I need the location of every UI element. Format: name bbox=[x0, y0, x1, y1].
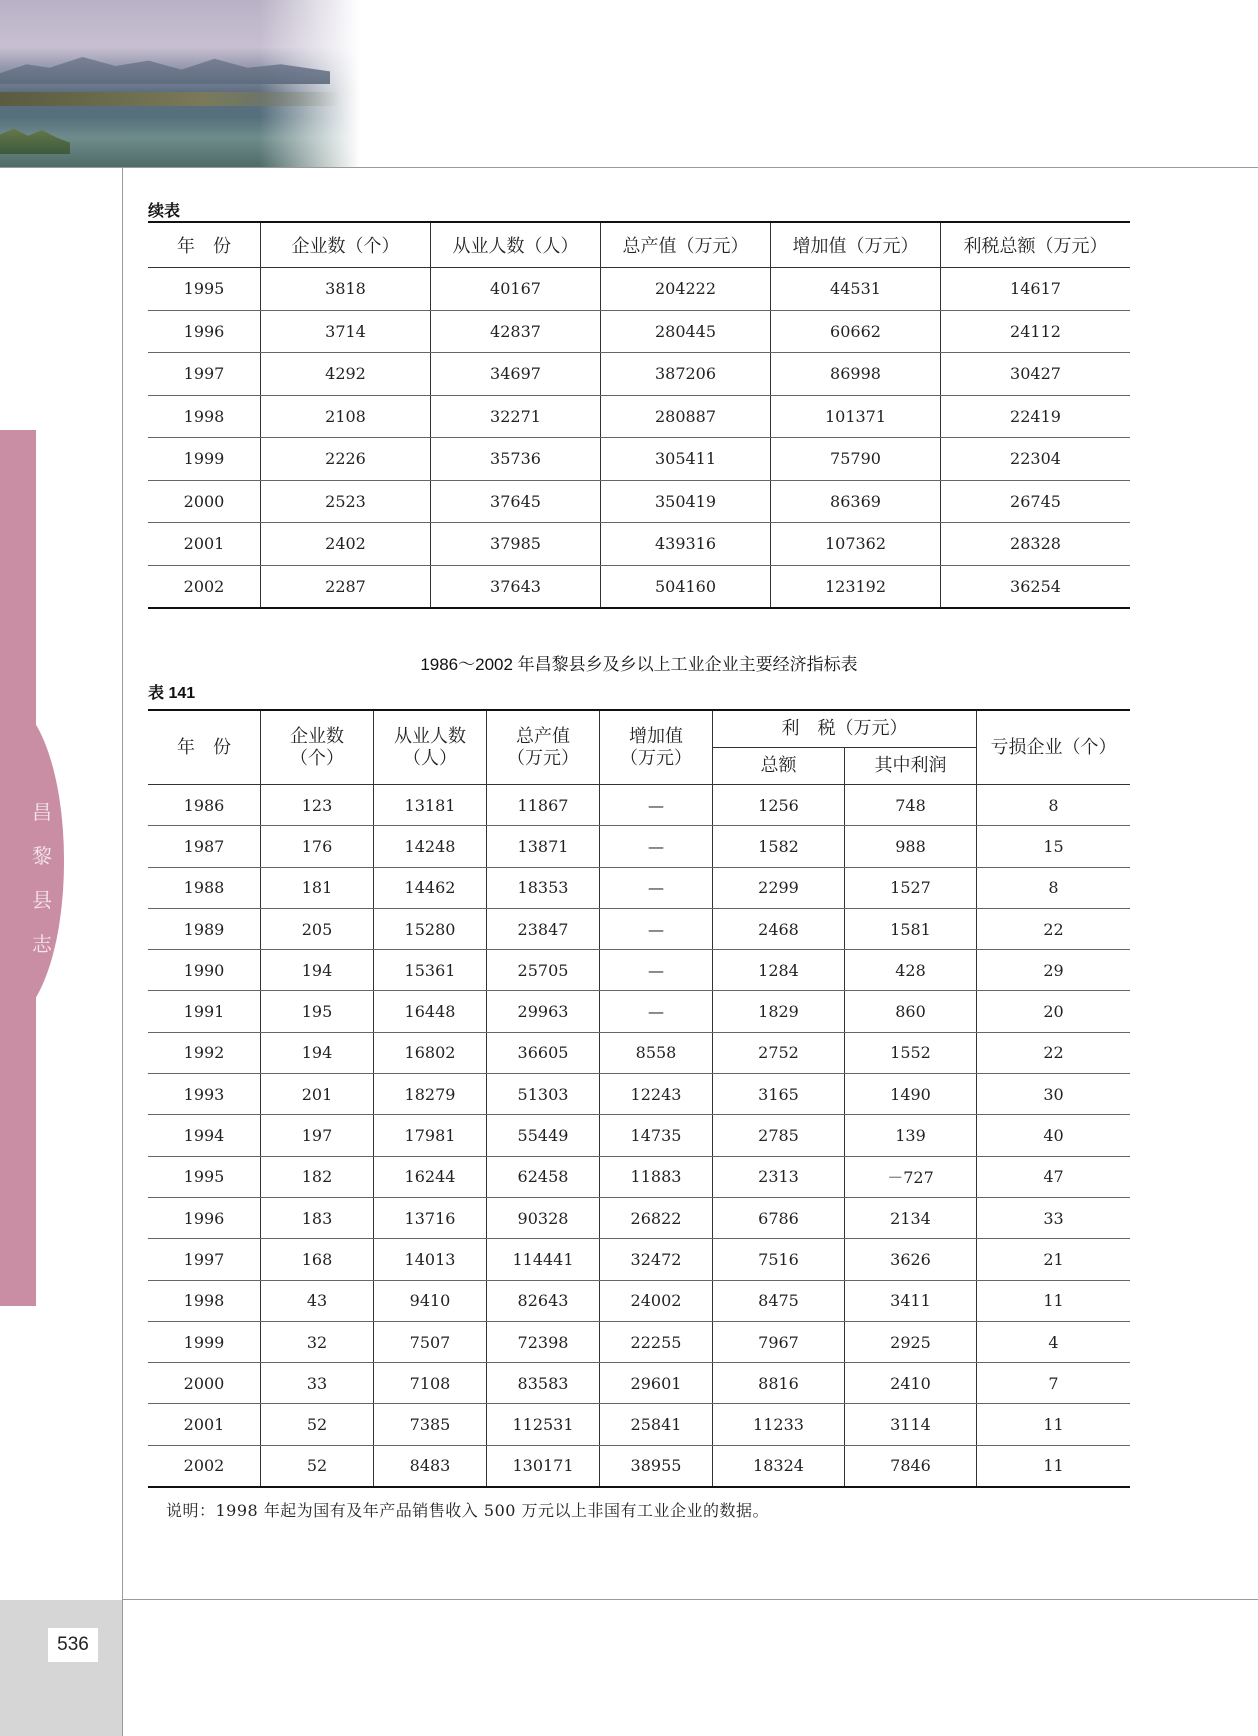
table-cell: 18353 bbox=[487, 867, 600, 908]
table-cell: 16244 bbox=[374, 1156, 487, 1197]
col-header-enterprises bbox=[261, 710, 374, 785]
table-row bbox=[148, 353, 1130, 396]
footer-rule bbox=[122, 1599, 1258, 1600]
table-cell: 1996 bbox=[148, 310, 261, 353]
table-cell: 24002 bbox=[600, 1280, 713, 1321]
table-cell: 8483 bbox=[374, 1445, 487, 1487]
table-cell: 26745 bbox=[941, 480, 1131, 523]
page-number: 536 bbox=[48, 1628, 98, 1662]
table-row bbox=[148, 1074, 1130, 1115]
table-cell: 8816 bbox=[713, 1363, 845, 1404]
table-cell: 1999 bbox=[148, 1321, 261, 1362]
table-cell: 204222 bbox=[601, 268, 771, 311]
table-row bbox=[148, 438, 1130, 481]
table-cell: 1999 bbox=[148, 438, 261, 481]
table-cell: 1995 bbox=[148, 1156, 261, 1197]
table-cell: 181 bbox=[261, 867, 374, 908]
continued-label: 续表 bbox=[148, 203, 181, 220]
header-rule bbox=[0, 167, 1258, 168]
table-header-row bbox=[148, 222, 1130, 268]
table-cell: 14248 bbox=[374, 826, 487, 867]
table-cell: －727 bbox=[845, 1156, 977, 1197]
table-cell: 1995 bbox=[148, 268, 261, 311]
table-cell: 168 bbox=[261, 1239, 374, 1280]
col-header-output: 总产值（万元） bbox=[601, 222, 771, 268]
table-cell: — bbox=[600, 908, 713, 949]
table-row bbox=[148, 1115, 1130, 1156]
table-cell: 123 bbox=[261, 785, 374, 826]
table-cell: 9410 bbox=[374, 1280, 487, 1321]
continued-table bbox=[148, 221, 1130, 609]
header-text: 增加值（万元） bbox=[620, 725, 692, 769]
col-header-value-added: 增加值（万元） bbox=[771, 222, 941, 268]
col-header-loss-enterprises: 亏损企业（个） bbox=[977, 710, 1131, 785]
table-cell: 1986 bbox=[148, 785, 261, 826]
table-cell: 22 bbox=[977, 1032, 1131, 1073]
reeds-shape bbox=[0, 126, 70, 154]
table-cell: 32271 bbox=[431, 395, 601, 438]
table-row bbox=[148, 1321, 1130, 1362]
table-cell: 7108 bbox=[374, 1363, 487, 1404]
table-cell: 2002 bbox=[183, 1456, 225, 1476]
table-cell: 40 bbox=[977, 1115, 1131, 1156]
table-cell: 14462 bbox=[374, 867, 487, 908]
table-title: 1986～2002 年昌黎县乡及乡以上工业企业主要经济指标表 bbox=[420, 655, 858, 674]
table-cell: 1997 bbox=[148, 1239, 261, 1280]
table-cell: 37645 bbox=[431, 480, 601, 523]
table-cell: 30 bbox=[977, 1074, 1131, 1115]
table-cell: 21 bbox=[977, 1239, 1131, 1280]
table-cell: 11867 bbox=[487, 785, 600, 826]
header-landscape-photo bbox=[0, 0, 360, 168]
table-cell: 2785 bbox=[713, 1115, 845, 1156]
table-cell: 30427 bbox=[941, 353, 1131, 396]
table-cell: 3714 bbox=[261, 310, 431, 353]
table-cell: 86998 bbox=[771, 353, 941, 396]
table-cell: 7967 bbox=[713, 1321, 845, 1362]
table-cell: 22304 bbox=[941, 438, 1131, 481]
table-cell: 7385 bbox=[374, 1404, 487, 1445]
table-cell: 350419 bbox=[601, 480, 771, 523]
table-cell: 32472 bbox=[600, 1239, 713, 1280]
footer-block bbox=[0, 1600, 122, 1736]
table-cell: 1992 bbox=[148, 1032, 261, 1073]
table-cell: 11233 bbox=[713, 1404, 845, 1445]
table-row bbox=[148, 826, 1130, 867]
col-header-profit: 其中利润 bbox=[845, 748, 977, 785]
table-cell: 14013 bbox=[374, 1239, 487, 1280]
table-cell: 988 bbox=[845, 826, 977, 867]
side-tab-label bbox=[30, 790, 54, 966]
table-cell: — bbox=[600, 950, 713, 991]
table-header-row bbox=[148, 710, 1130, 748]
table-cell: 82643 bbox=[487, 1280, 600, 1321]
header-text: 总产值（万元） bbox=[507, 725, 579, 769]
table-cell: 1994 bbox=[148, 1115, 261, 1156]
table-cell: 34697 bbox=[431, 353, 601, 396]
table-cell: 504160 bbox=[601, 565, 771, 608]
table-cell: 22419 bbox=[941, 395, 1131, 438]
left-margin-rule bbox=[122, 168, 123, 1736]
table-cell: 3165 bbox=[713, 1074, 845, 1115]
table-cell: 2000 bbox=[148, 480, 261, 523]
table-cell: 2752 bbox=[713, 1032, 845, 1073]
table-cell: 14735 bbox=[600, 1115, 713, 1156]
table-cell: 37643 bbox=[431, 565, 601, 608]
table-number-label: 表 141 bbox=[148, 685, 196, 702]
table-row bbox=[148, 268, 1130, 311]
table-cell: 15 bbox=[977, 826, 1131, 867]
table-cell: 1991 bbox=[148, 991, 261, 1032]
table-row bbox=[148, 867, 1130, 908]
table-cell: 40167 bbox=[431, 268, 601, 311]
table-cell: 7516 bbox=[713, 1239, 845, 1280]
table-cell: 29963 bbox=[487, 991, 600, 1032]
col-header-value-added bbox=[600, 710, 713, 785]
table-cell: 4 bbox=[977, 1321, 1131, 1362]
table-cell: 52 bbox=[261, 1404, 374, 1445]
table-cell: 28328 bbox=[941, 523, 1131, 566]
table-cell: 2134 bbox=[845, 1197, 977, 1238]
col-header-profit-tax: 利税总额（万元） bbox=[941, 222, 1131, 268]
header-text: 企业数（个） bbox=[290, 725, 344, 769]
table-cell: 60662 bbox=[771, 310, 941, 353]
table-cell: 2925 bbox=[845, 1321, 977, 1362]
table-cell: 75790 bbox=[771, 438, 941, 481]
table-cell: 20 bbox=[977, 991, 1131, 1032]
table-cell: 3411 bbox=[845, 1280, 977, 1321]
table-cell: 182 bbox=[261, 1156, 374, 1197]
table-cell: 130171 bbox=[487, 1445, 600, 1487]
table-cell: 8475 bbox=[713, 1280, 845, 1321]
table-cell: 29 bbox=[977, 950, 1131, 991]
table-cell: 25841 bbox=[600, 1404, 713, 1445]
table-cell: 22255 bbox=[600, 1321, 713, 1362]
table-note: 说明：1998 年起为国有及年产品销售收入 500 万元以上非国有工业企业的数据。 bbox=[166, 1501, 770, 1520]
table-cell: 2001 bbox=[148, 523, 261, 566]
table-cell: 201 bbox=[261, 1074, 374, 1115]
table-cell: 2523 bbox=[261, 480, 431, 523]
side-tab-char: 黎 bbox=[32, 844, 52, 868]
table-cell: 101371 bbox=[771, 395, 941, 438]
table-cell: 35736 bbox=[431, 438, 601, 481]
table-cell: 2287 bbox=[261, 565, 431, 608]
table-row bbox=[148, 1239, 1130, 1280]
table-cell: 1996 bbox=[148, 1197, 261, 1238]
table-cell: — bbox=[600, 826, 713, 867]
table-cell: 83583 bbox=[487, 1363, 600, 1404]
table-cell: 24112 bbox=[941, 310, 1131, 353]
table-row bbox=[148, 1280, 1130, 1321]
table-cell: 2468 bbox=[713, 908, 845, 949]
table-cell: 176 bbox=[261, 826, 374, 867]
table-cell: 428 bbox=[845, 950, 977, 991]
table-cell: 14617 bbox=[941, 268, 1131, 311]
table-cell: 1998 bbox=[148, 395, 261, 438]
side-tab-char: 县 bbox=[32, 888, 52, 912]
col-header-enterprises: 企业数（个） bbox=[261, 222, 431, 268]
table-cell: 1256 bbox=[713, 785, 845, 826]
table-cell: 33 bbox=[261, 1363, 374, 1404]
table-row bbox=[148, 1445, 1130, 1487]
table-cell: 2410 bbox=[845, 1363, 977, 1404]
table-cell: 1988 bbox=[148, 867, 261, 908]
table-cell: 2402 bbox=[261, 523, 431, 566]
table-cell: 62458 bbox=[487, 1156, 600, 1197]
table-cell: 1993 bbox=[148, 1074, 261, 1115]
table-141 bbox=[148, 709, 1130, 1488]
table-row bbox=[148, 908, 1130, 949]
table-row bbox=[148, 1032, 1130, 1073]
table-cell: 11 bbox=[977, 1280, 1131, 1321]
table-cell: 38955 bbox=[600, 1445, 713, 1487]
table-cell: 72398 bbox=[487, 1321, 600, 1362]
side-tab-char: 昌 bbox=[32, 800, 52, 824]
col-header-output bbox=[487, 710, 600, 785]
table-cell: 194 bbox=[261, 1032, 374, 1073]
table-cell: 42837 bbox=[431, 310, 601, 353]
table-cell: 107362 bbox=[771, 523, 941, 566]
table-cell: 13716 bbox=[374, 1197, 487, 1238]
table-cell: 1582 bbox=[713, 826, 845, 867]
table-cell: 1552 bbox=[845, 1032, 977, 1073]
table-cell: 11 bbox=[977, 1404, 1131, 1445]
table-row bbox=[148, 480, 1130, 523]
table-cell: 26822 bbox=[600, 1197, 713, 1238]
table-cell: 16802 bbox=[374, 1032, 487, 1073]
table-cell: 112531 bbox=[487, 1404, 600, 1445]
mountains-shape bbox=[0, 48, 330, 84]
col-header-employees bbox=[374, 710, 487, 785]
table-cell: 36605 bbox=[487, 1032, 600, 1073]
table-cell: 7 bbox=[977, 1363, 1131, 1404]
table-cell: 2299 bbox=[713, 867, 845, 908]
table-cell: 1998 bbox=[148, 1280, 261, 1321]
table-cell: 2226 bbox=[261, 438, 431, 481]
table-cell: 18324 bbox=[713, 1445, 845, 1487]
table-cell: 15280 bbox=[374, 908, 487, 949]
table-row bbox=[148, 565, 1130, 608]
table-cell: 13181 bbox=[374, 785, 487, 826]
table-cell: 25705 bbox=[487, 950, 600, 991]
table-cell: 1527 bbox=[845, 867, 977, 908]
table-cell: 183 bbox=[261, 1197, 374, 1238]
table-cell: 2002 bbox=[183, 576, 225, 596]
header-text: 从业人数（人） bbox=[394, 725, 466, 769]
table-cell: 86369 bbox=[771, 480, 941, 523]
table-row bbox=[148, 950, 1130, 991]
shore-shape bbox=[0, 92, 340, 106]
table-cell: — bbox=[600, 991, 713, 1032]
table-cell: 2000 bbox=[148, 1363, 261, 1404]
table-row bbox=[148, 1156, 1130, 1197]
table-cell: 4292 bbox=[261, 353, 431, 396]
table-cell: 11 bbox=[977, 1445, 1131, 1487]
table-cell: 194 bbox=[261, 950, 374, 991]
table-cell: 3626 bbox=[845, 1239, 977, 1280]
table-row bbox=[148, 785, 1130, 826]
table-cell: 8 bbox=[977, 785, 1131, 826]
table-cell: — bbox=[600, 785, 713, 826]
table-cell: 55449 bbox=[487, 1115, 600, 1156]
table-cell: 1581 bbox=[845, 908, 977, 949]
table-cell: 44531 bbox=[771, 268, 941, 311]
table-row bbox=[148, 1363, 1130, 1404]
table-cell: 1987 bbox=[148, 826, 261, 867]
table-cell: 22 bbox=[977, 908, 1131, 949]
table-row bbox=[148, 523, 1130, 566]
table-cell: 23847 bbox=[487, 908, 600, 949]
table-cell: 51303 bbox=[487, 1074, 600, 1115]
table-row bbox=[148, 1404, 1130, 1445]
table-cell: 52 bbox=[261, 1445, 374, 1487]
table-cell: 1490 bbox=[845, 1074, 977, 1115]
side-tab-char: 志 bbox=[32, 932, 52, 956]
table-cell: 205 bbox=[261, 908, 374, 949]
table-cell: 33 bbox=[977, 1197, 1131, 1238]
table-cell: 17981 bbox=[374, 1115, 487, 1156]
table-row bbox=[148, 1197, 1130, 1238]
table-cell: 32 bbox=[261, 1321, 374, 1362]
table-cell: 280445 bbox=[601, 310, 771, 353]
table-cell: 16448 bbox=[374, 991, 487, 1032]
table-cell: 1990 bbox=[148, 950, 261, 991]
table-row bbox=[148, 395, 1130, 438]
table-cell: 47 bbox=[977, 1156, 1131, 1197]
table-cell: 860 bbox=[845, 991, 977, 1032]
col-header-employees: 从业人数（人） bbox=[431, 222, 601, 268]
table-cell: 3114 bbox=[845, 1404, 977, 1445]
table-cell: 280887 bbox=[601, 395, 771, 438]
table-cell: 15361 bbox=[374, 950, 487, 991]
table-cell: 2108 bbox=[261, 395, 431, 438]
table-cell: 748 bbox=[845, 785, 977, 826]
table-cell: 13871 bbox=[487, 826, 600, 867]
table-row bbox=[148, 991, 1130, 1032]
table-cell: 114441 bbox=[487, 1239, 600, 1280]
table-cell: 8558 bbox=[600, 1032, 713, 1073]
table-cell: 1829 bbox=[713, 991, 845, 1032]
table-cell: 305411 bbox=[601, 438, 771, 481]
col-header-year: 年 份 bbox=[148, 710, 261, 785]
table-cell: 29601 bbox=[600, 1363, 713, 1404]
table-cell: 7507 bbox=[374, 1321, 487, 1362]
table-cell: 123192 bbox=[771, 565, 941, 608]
table-cell: 2001 bbox=[148, 1404, 261, 1445]
table-row bbox=[148, 310, 1130, 353]
table-cell: 1997 bbox=[148, 353, 261, 396]
table-cell: 8 bbox=[977, 867, 1131, 908]
table-cell: 37985 bbox=[431, 523, 601, 566]
table-cell: 90328 bbox=[487, 1197, 600, 1238]
table-cell: 7846 bbox=[845, 1445, 977, 1487]
table-cell: 197 bbox=[261, 1115, 374, 1156]
table-cell: 36254 bbox=[941, 565, 1131, 608]
table-cell: 139 bbox=[845, 1115, 977, 1156]
col-header-year: 年 份 bbox=[148, 222, 261, 268]
table-cell: 3818 bbox=[261, 268, 431, 311]
table-cell: 195 bbox=[261, 991, 374, 1032]
table-cell: 18279 bbox=[374, 1074, 487, 1115]
table-cell: 387206 bbox=[601, 353, 771, 396]
table-cell: 1989 bbox=[148, 908, 261, 949]
table-cell: 11883 bbox=[600, 1156, 713, 1197]
table-cell: 439316 bbox=[601, 523, 771, 566]
table-cell: 2313 bbox=[713, 1156, 845, 1197]
col-header-total: 总额 bbox=[713, 748, 845, 785]
table-cell: 43 bbox=[261, 1280, 374, 1321]
table-cell: 6786 bbox=[713, 1197, 845, 1238]
table-cell: 1284 bbox=[713, 950, 845, 991]
table-cell: — bbox=[600, 867, 713, 908]
col-header-profit-tax: 利 税（万元） bbox=[713, 710, 977, 748]
table-cell: 12243 bbox=[600, 1074, 713, 1115]
